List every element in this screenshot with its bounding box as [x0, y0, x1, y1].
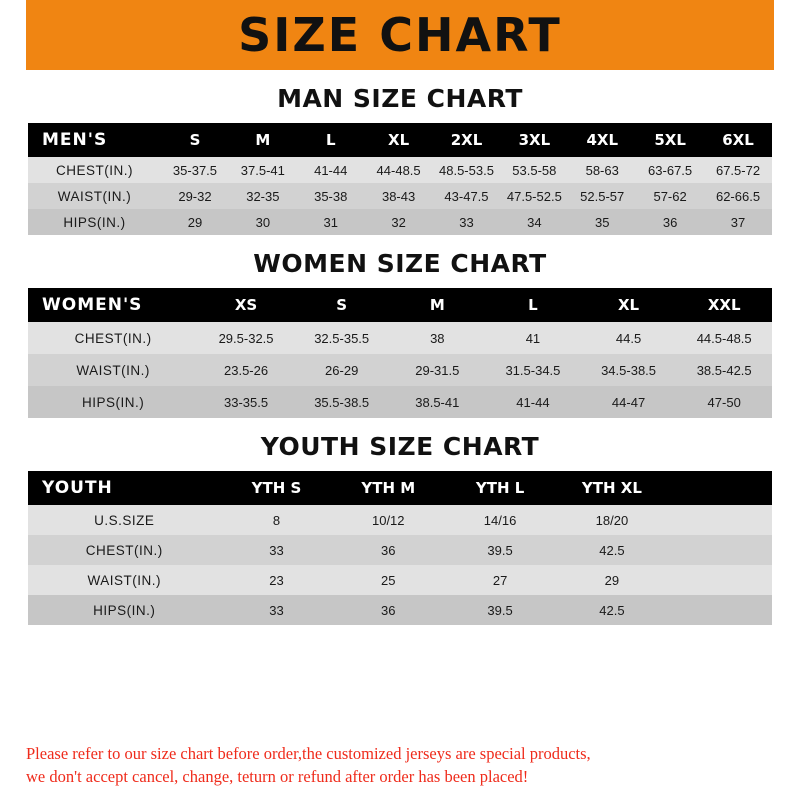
- page-title: SIZE CHART: [238, 8, 562, 62]
- col-header-4xl: 4XL: [586, 131, 618, 149]
- cell: 35-37.5: [172, 162, 218, 178]
- cell: 37: [730, 214, 746, 230]
- cell: 35: [594, 214, 610, 230]
- cell: 48.5-53.5: [439, 162, 494, 178]
- row-label-hips: HIPS(IN.): [81, 394, 145, 410]
- cell-spacer: [668, 535, 772, 565]
- col-header-spacer: [668, 471, 772, 505]
- col-header-m: M: [429, 296, 445, 314]
- cell: 57-62: [653, 188, 687, 204]
- col-header-5xl: 5XL: [654, 131, 686, 149]
- cell: 38-43: [381, 188, 416, 204]
- cell: 47-50: [707, 394, 741, 410]
- cell: 62-66.5: [715, 188, 761, 204]
- table-row: [28, 322, 772, 354]
- table-women-size-chart: [28, 288, 772, 418]
- table-row: [28, 183, 772, 209]
- col-header-xxl: XXL: [707, 296, 741, 314]
- row-label-hips: HIPS(IN.): [93, 602, 156, 618]
- col-header-6xl: 6XL: [722, 131, 754, 149]
- table-row: [28, 209, 772, 235]
- cell: 38.5-41: [415, 394, 460, 410]
- cell: 29-31.5: [415, 362, 460, 378]
- cell: 53.5-58: [512, 162, 557, 178]
- cell: 44-48.5: [376, 162, 421, 178]
- table-youth-size-chart: [28, 471, 772, 625]
- col-header-womens: WOMEN'S: [42, 295, 143, 315]
- col-header-youth: YOUTH: [42, 478, 113, 498]
- col-header-yth-m: YTH M: [361, 479, 416, 497]
- cell: 33: [269, 542, 284, 558]
- cell: 39.5: [487, 602, 513, 618]
- cell: 36: [381, 542, 396, 558]
- cell: 41: [525, 330, 541, 346]
- cell: 38.5-42.5: [696, 362, 752, 378]
- cell: 23.5-26: [224, 362, 269, 378]
- table-row: [28, 123, 772, 157]
- col-header-l: L: [528, 296, 538, 314]
- cell: 14/16: [483, 512, 517, 528]
- cell: 30: [255, 214, 271, 230]
- cell: 33: [459, 214, 474, 230]
- cell: 31.5-34.5: [505, 362, 561, 378]
- table-row: [28, 386, 772, 418]
- cell: 32-35: [246, 188, 280, 204]
- table-row: [28, 505, 772, 535]
- cell: 29.5-32.5: [218, 330, 274, 346]
- col-header-xs: XS: [234, 296, 258, 314]
- cell: 32.5-35.5: [314, 330, 370, 346]
- row-label-us-size: U.S.SIZE: [94, 512, 155, 528]
- col-header-mens: MEN'S: [42, 130, 108, 150]
- col-header-yth-xl: YTH XL: [581, 479, 642, 497]
- section-title-women: WOMEN SIZE CHART: [253, 249, 547, 278]
- cell: 32: [391, 214, 406, 230]
- table-man-body: [28, 157, 772, 235]
- section-title-man: MAN SIZE CHART: [277, 84, 523, 113]
- section-women: [28, 249, 772, 418]
- row-label-hips: HIPS(IN.): [63, 214, 126, 230]
- cell: 38: [430, 330, 445, 346]
- cell: 44-47: [611, 394, 646, 410]
- col-header-2xl: 2XL: [450, 131, 483, 149]
- table-row: [28, 354, 772, 386]
- col-header-l: L: [325, 131, 336, 149]
- row-label-chest: CHEST(IN.): [74, 330, 152, 346]
- header-banner: [0, 0, 800, 70]
- cell: 58-63: [585, 162, 619, 178]
- cell: 52.5-57: [580, 188, 625, 204]
- cell: 10/12: [371, 512, 405, 528]
- cell: 42.5: [599, 542, 625, 558]
- cell: 34.5-38.5: [601, 362, 657, 378]
- cell-spacer: [668, 505, 772, 535]
- footer-note-line-2: we don't accept cancel, change, teturn or refund after order has been placed!: [26, 766, 529, 786]
- cell: 41-44: [314, 162, 348, 178]
- col-header-s: S: [189, 131, 201, 149]
- table-women-body: [28, 322, 772, 418]
- row-label-chest: CHEST(IN.): [85, 542, 163, 558]
- cell: 36: [381, 602, 396, 618]
- cell-spacer: [668, 595, 772, 625]
- table-row: [28, 535, 772, 565]
- table-row: [28, 595, 772, 625]
- row-label-chest: CHEST(IN.): [56, 162, 134, 178]
- cell: 23: [269, 572, 284, 588]
- table-row: [28, 288, 772, 322]
- cell: 8: [272, 512, 281, 528]
- cell: 35-38: [314, 188, 348, 204]
- cell: 44.5: [615, 330, 642, 346]
- cell: 37.5-41: [240, 162, 285, 178]
- table-row: [28, 157, 772, 183]
- cell: 31: [323, 214, 338, 230]
- footer-note: [0, 733, 800, 800]
- charts-container: [0, 70, 800, 733]
- table-youth-head: [28, 471, 772, 505]
- cell: 42.5: [599, 602, 625, 618]
- col-header-yth-s: YTH S: [251, 479, 302, 497]
- col-header-xl: XL: [388, 131, 410, 149]
- cell: 44.5-48.5: [696, 330, 752, 346]
- footer-note-line-1: Please refer to our size chart before order,the customized jerseys are special products,: [26, 744, 591, 764]
- section-title-youth: YOUTH SIZE CHART: [260, 432, 540, 461]
- col-header-3xl: 3XL: [518, 131, 551, 149]
- cell: 29: [187, 214, 203, 230]
- cell: 63-67.5: [648, 162, 693, 178]
- cell: 29: [604, 572, 620, 588]
- cell: 33: [269, 602, 284, 618]
- row-label-waist: WAIST(IN.): [76, 362, 150, 378]
- cell: 29-32: [178, 188, 212, 204]
- cell: 35.5-38.5: [314, 394, 370, 410]
- row-label-waist: WAIST(IN.): [57, 188, 132, 204]
- cell: 25: [381, 572, 396, 588]
- table-youth-body: [28, 505, 772, 625]
- cell: 41-44: [516, 394, 550, 410]
- col-header-yth-l: YTH L: [475, 479, 525, 497]
- table-man-head: [28, 123, 772, 157]
- section-youth: [28, 432, 772, 625]
- col-header-xl: XL: [617, 296, 640, 314]
- cell: 47.5-52.5: [506, 188, 562, 204]
- cell: 27: [492, 572, 508, 588]
- cell-spacer: [668, 565, 772, 595]
- banner-edge-left: [0, 0, 26, 70]
- section-man: [28, 84, 772, 235]
- table-women-head: [28, 288, 772, 322]
- cell: 36: [662, 214, 678, 230]
- cell: 39.5: [487, 542, 513, 558]
- cell: 33-35.5: [224, 394, 269, 410]
- table-row: [28, 471, 772, 505]
- cell: 26-29: [325, 362, 359, 378]
- table-row: [28, 565, 772, 595]
- col-header-m: M: [255, 131, 271, 149]
- cell: 43-47.5: [444, 188, 489, 204]
- banner-edge-right: [774, 0, 800, 70]
- col-header-s: S: [336, 296, 348, 314]
- row-label-waist: WAIST(IN.): [87, 572, 162, 588]
- cell: 18/20: [595, 512, 629, 528]
- cell: 34: [527, 214, 542, 230]
- cell: 67.5-72: [715, 162, 761, 178]
- table-man-size-chart: [28, 123, 772, 235]
